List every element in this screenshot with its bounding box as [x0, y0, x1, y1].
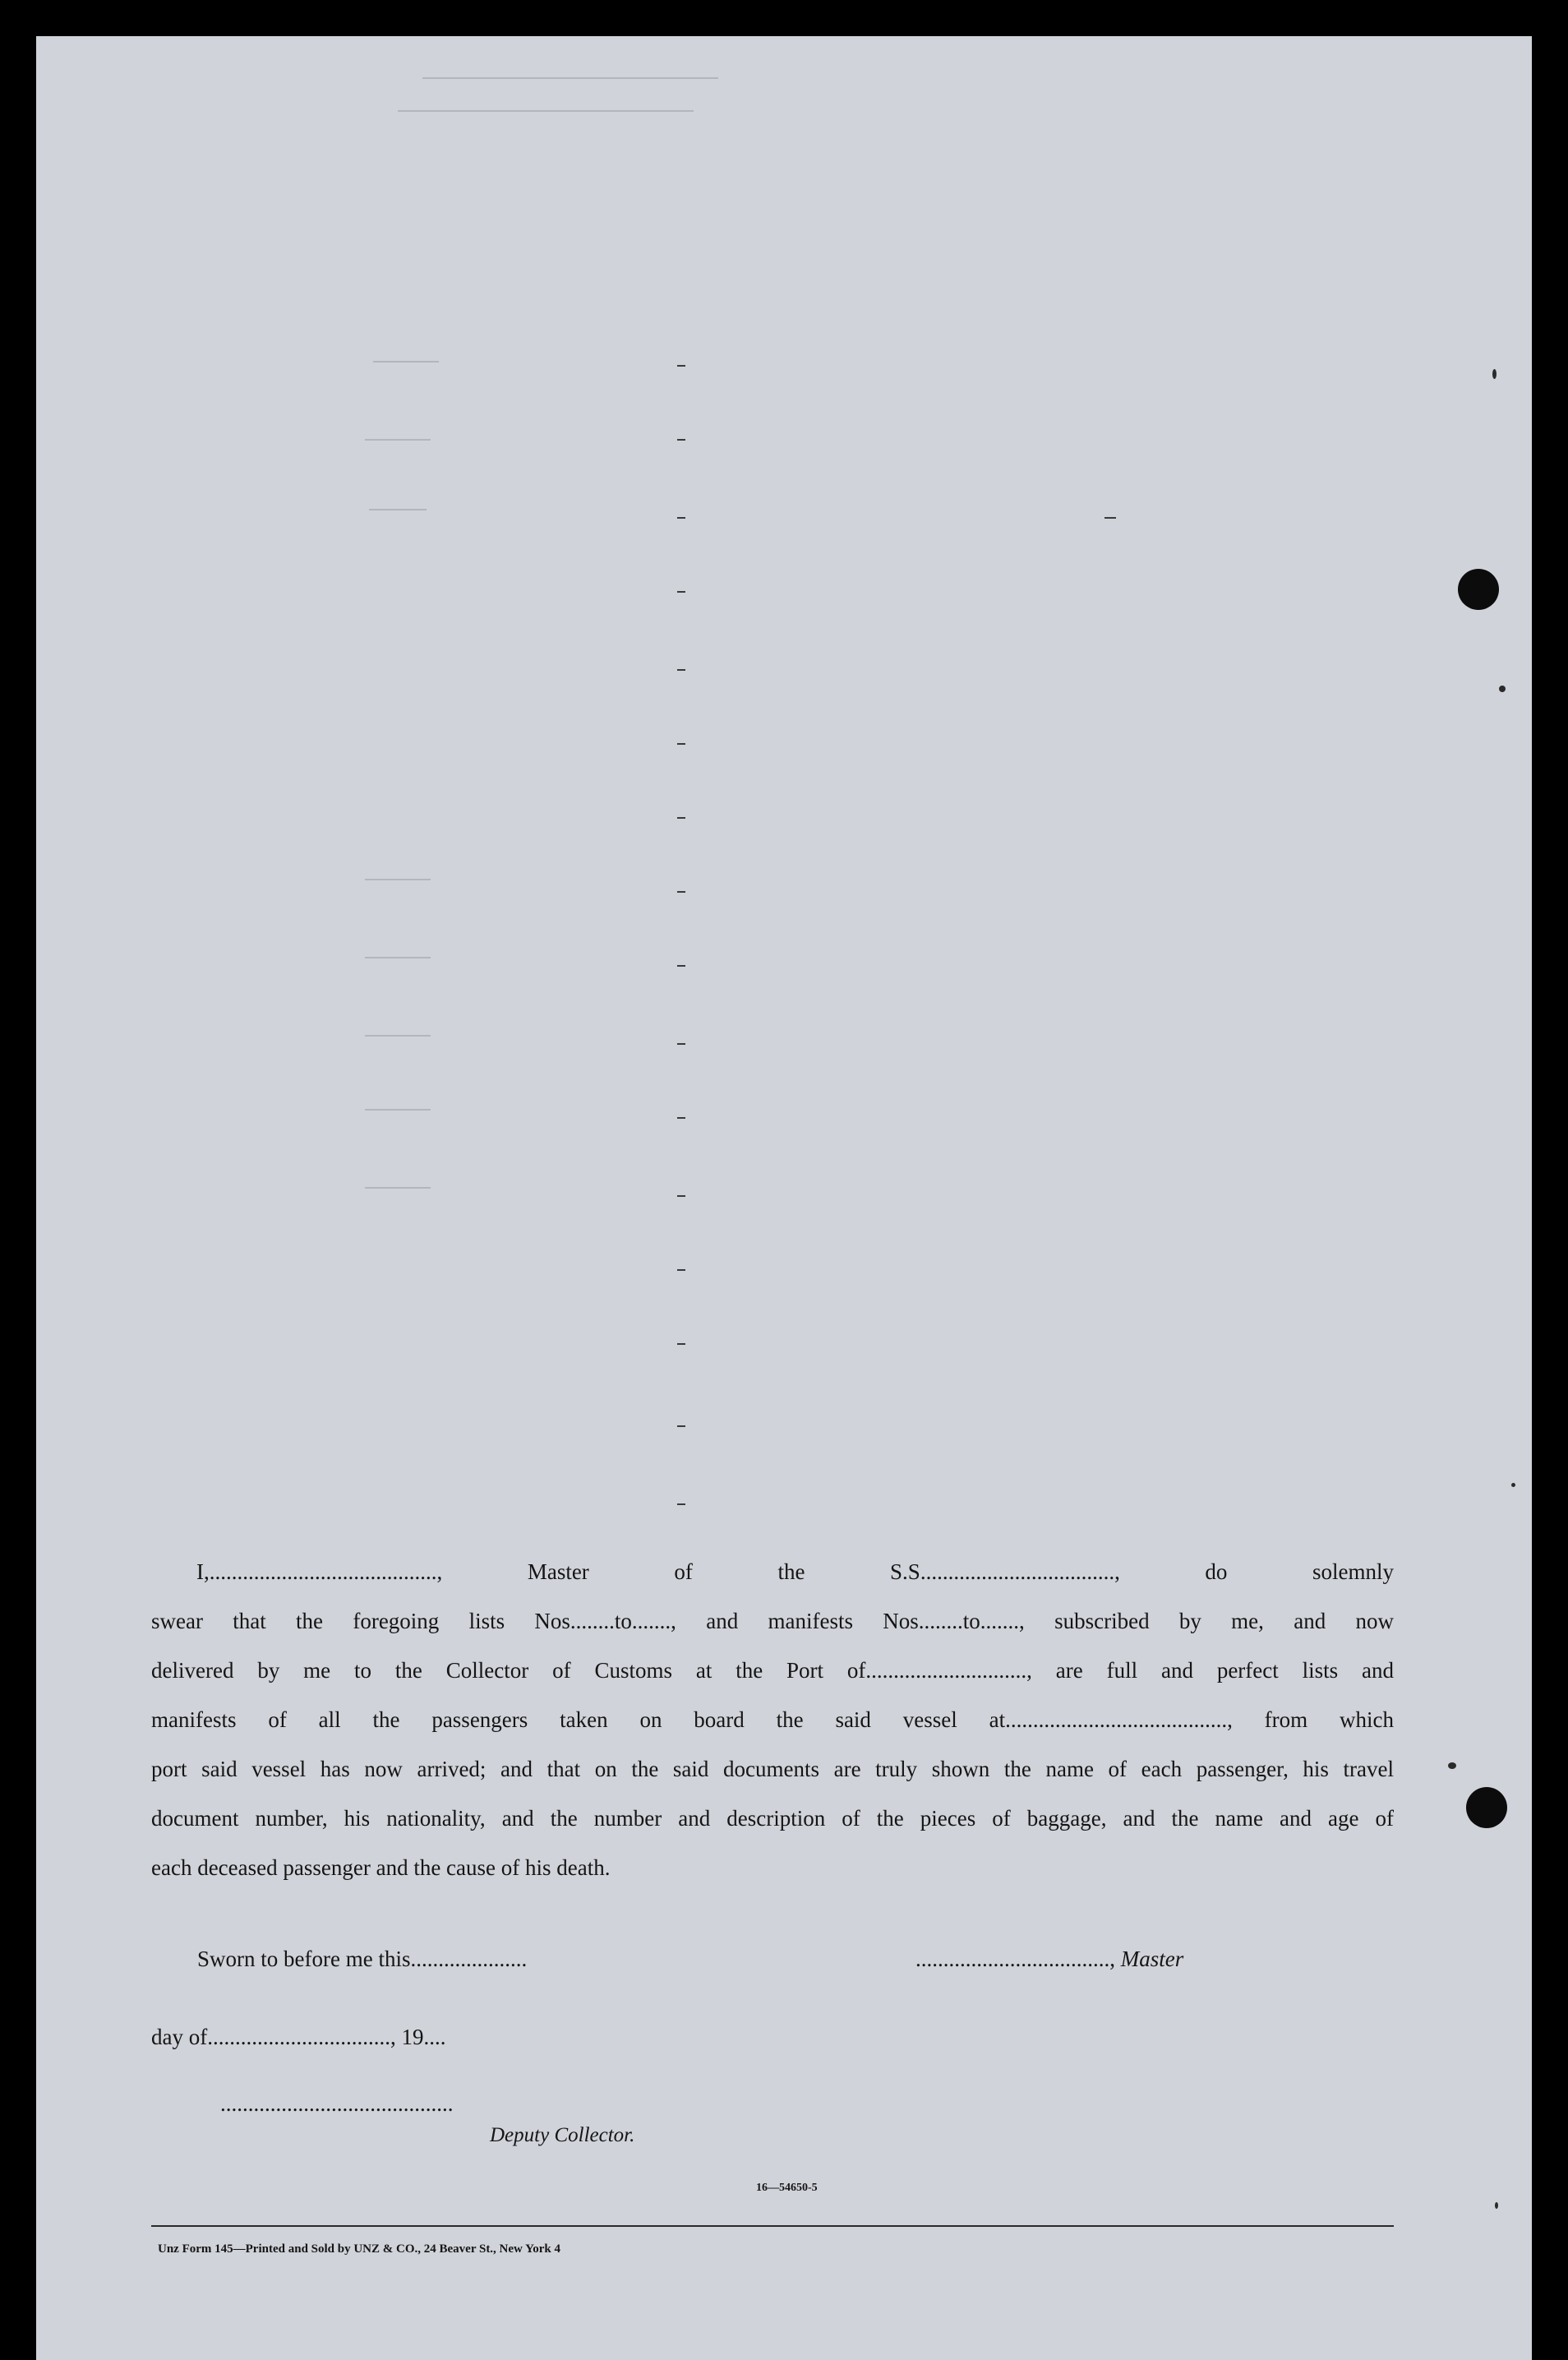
footer-rule: [151, 2225, 1394, 2227]
bleed-through-mark: [373, 361, 439, 363]
oath-line: I,........................................., Master of the S.S..................................., do solemnly: [196, 1559, 1394, 1584]
oath-line: each deceased passenger and the cause of his death.: [151, 1855, 611, 1880]
column-tick: [677, 1269, 685, 1271]
speck: [1492, 369, 1497, 379]
bleed-through-mark: [365, 1109, 431, 1111]
column-tick: [677, 439, 685, 441]
column-tick: [677, 1343, 685, 1345]
oath-line: document number, his nationality, and the number and description of the pieces of baggage, and the name and age of: [151, 1806, 1394, 1831]
speck: [1448, 1762, 1456, 1769]
column-tick: [677, 1117, 685, 1119]
deputy-collector-label: Deputy Collector.: [490, 2124, 635, 2146]
oath-paragraph: [151, 1547, 1394, 1892]
column-tick: [677, 517, 685, 519]
oath-line: manifests of all the passengers taken on board the said vessel at........................................, from which: [151, 1707, 1394, 1732]
speck: [1495, 2202, 1498, 2209]
column-tick: [677, 965, 685, 967]
column-tick: [677, 891, 685, 893]
bleed-through-mark: [422, 77, 718, 79]
printer-footer: Unz Form 145—Printed and Sold by UNZ & CO., 24 Beaver St., New York 4: [158, 2242, 560, 2256]
column-tick: [677, 1425, 685, 1427]
column-tick: [1105, 517, 1116, 519]
bleed-through-mark: [365, 879, 431, 880]
sworn-line: Sworn to before me this.....................: [197, 1947, 528, 1971]
column-tick: [677, 1043, 685, 1045]
form-number: 16—54650-5: [756, 2182, 818, 2194]
bleed-through-mark: [398, 110, 694, 112]
speck: [1499, 686, 1506, 692]
column-tick: [677, 743, 685, 745]
day-of-line: day of................................., 19....: [151, 2025, 446, 2049]
master-label: Master: [1120, 1947, 1184, 1971]
bleed-through-mark: [365, 957, 431, 958]
column-tick: [677, 591, 685, 593]
column-tick: [677, 365, 685, 367]
column-tick: [677, 669, 685, 671]
document-page: [36, 36, 1532, 2360]
column-tick: [677, 1503, 685, 1505]
master-signature-line: [915, 1947, 1183, 1972]
bleed-through-mark: [365, 1035, 431, 1037]
oath-line: port said vessel has now arrived; and that on the said documents are truly shown the name of each passenger, his travel: [151, 1757, 1394, 1781]
oath-line: swear that the foregoing lists Nos........to......., and manifests Nos........to......., subscribed by me, and now: [151, 1609, 1394, 1633]
bleed-through-mark: [365, 1187, 431, 1189]
column-tick: [677, 1195, 685, 1197]
oath-line: delivered by me to the Collector of Customs at the Port of............................., are full and perfect lists and: [151, 1658, 1394, 1683]
deputy-dots: ..........................................: [220, 2091, 454, 2116]
column-tick: [677, 817, 685, 819]
punch-hole: [1458, 569, 1499, 610]
punch-hole: [1466, 1787, 1507, 1828]
bleed-through-mark: [369, 509, 427, 510]
speck: [1511, 1483, 1515, 1487]
bleed-through-mark: [365, 439, 431, 441]
master-dots: ...................................,: [915, 1947, 1115, 1971]
